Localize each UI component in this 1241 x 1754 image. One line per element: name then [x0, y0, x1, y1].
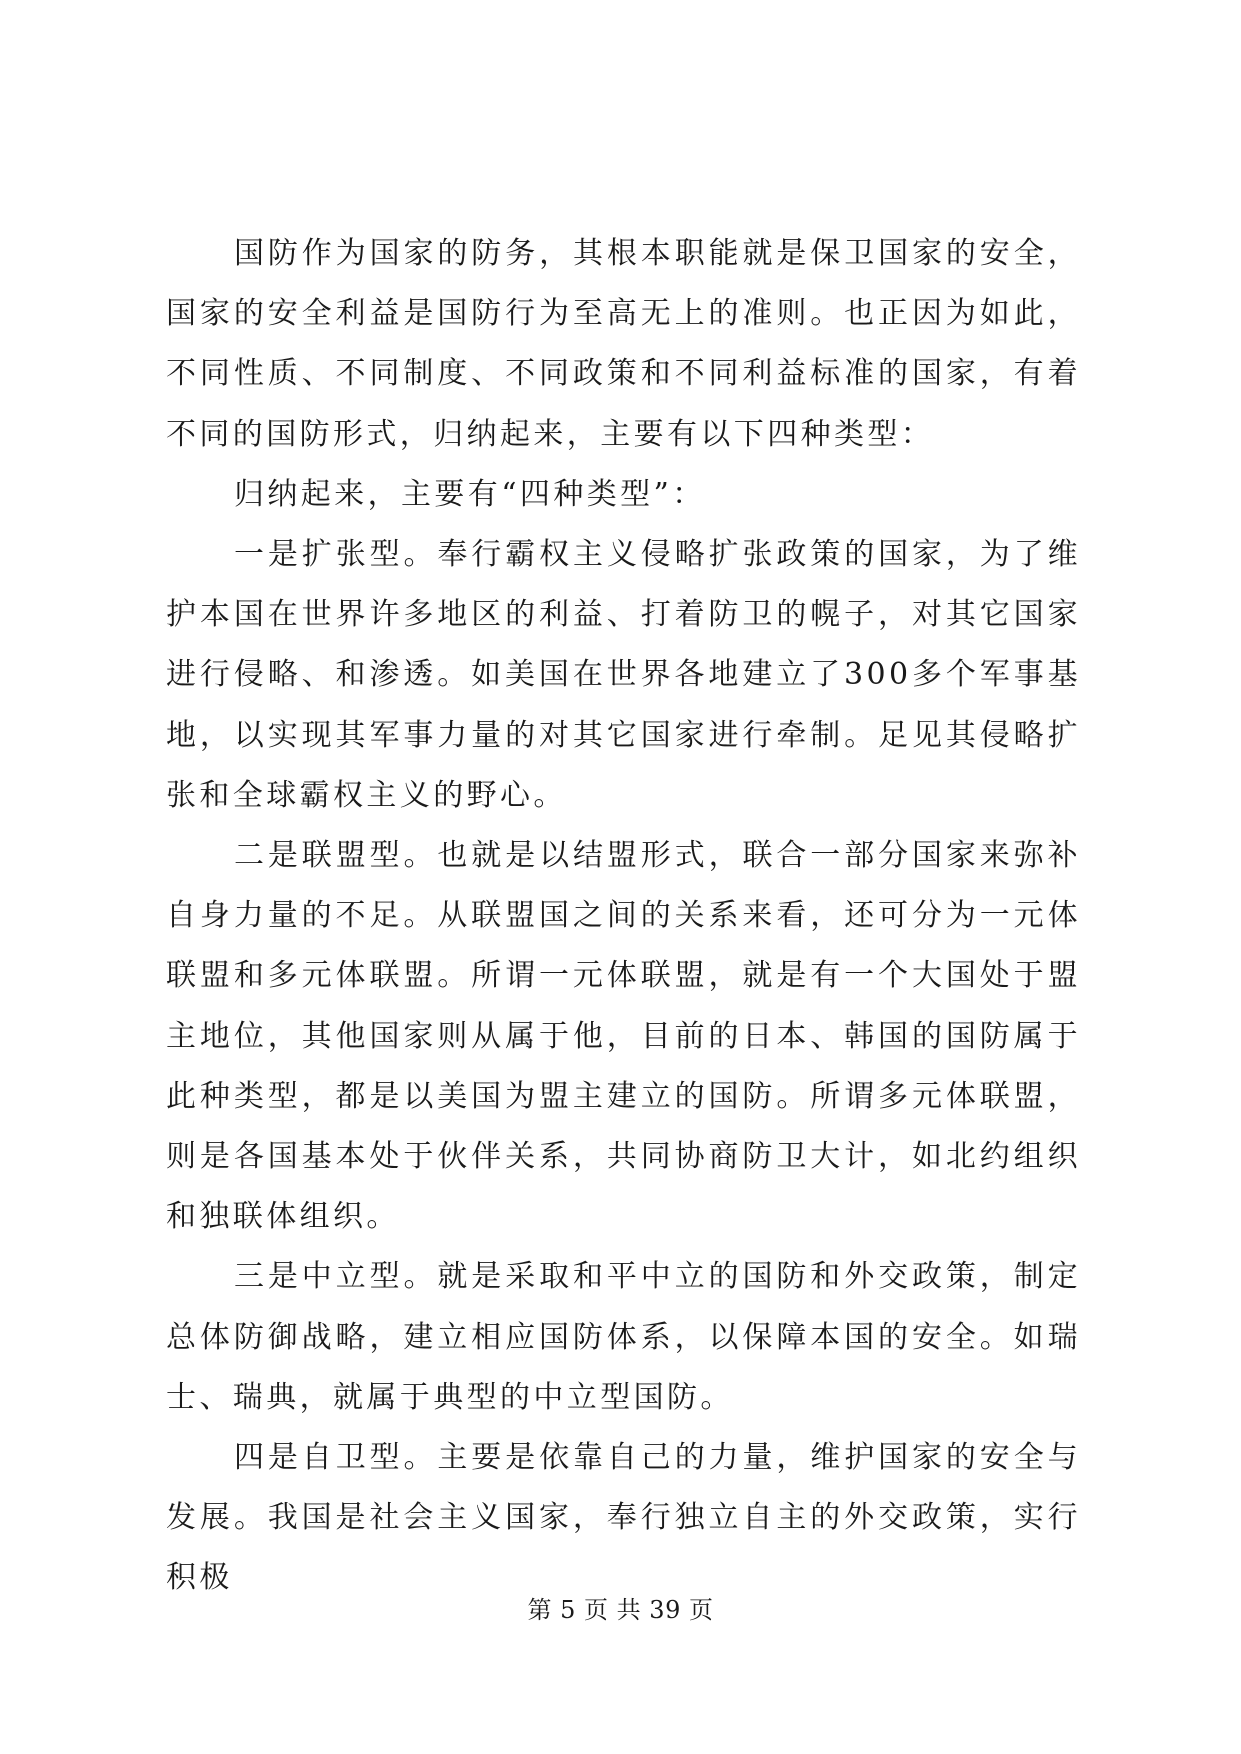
- paragraph-expansion-type: 一是扩张型。奉行霸权主义侵略扩张政策的国家，为了维护本国在世界许多地区的利益、打着防卫的幌子，对其它国家进行侵略、和渗透。如美国在世界各地建立了300多个军事基地，以实现其军事力量的对其它国家进行牵制。足见其侵略扩张和全球霸权主义的野心。: [166, 537, 1081, 813]
- paragraph-intro: 国防作为国家的防务，其根本职能就是保卫国家的安全，国家的安全利益是国防行为至高无上的准则。也正因为如此，不同性质、不同制度、不同政策和不同利益标准的国家，有着不同的国防形式，归纳起来，主要有以下四种类型：: [166, 236, 1081, 452]
- paragraph-self-defense-type: 四是自卫型。主要是依靠自己的力量，维护国家的安全与发展。我国是社会主义国家，奉行独立自主的外交政策，实行积极: [166, 1440, 1081, 1596]
- paragraph-neutral-type: 三是中立型。就是采取和平中立的国防和外交政策，制定总体防御战略，建立相应国防体系，以保障本国的安全。如瑞士、瑞典，就属于典型的中立型国防。: [166, 1259, 1081, 1415]
- page-footer: [0, 1590, 1241, 1625]
- document-body: [166, 224, 1081, 1609]
- paragraph-alliance-type: 二是联盟型。也就是以结盟形式，联合一部分国家来弥补自身力量的不足。从联盟国之间的关系来看，还可分为一元体联盟和多元体联盟。所谓一元体联盟，就是有一个大国处于盟主地位，其他国家则从属于他，目前的日本、韩国的国防属于此种类型，都是以美国为盟主建立的国防。所谓多元体联盟，则是各国基本处于伙伴关系，共同协商防卫大计，如北约组织和独联体组织。: [166, 838, 1081, 1235]
- paragraph-four-types-heading: 归纳起来，主要有“四种类型”：: [234, 476, 706, 512]
- page-number: 第 5 页 共 39 页: [527, 1596, 714, 1624]
